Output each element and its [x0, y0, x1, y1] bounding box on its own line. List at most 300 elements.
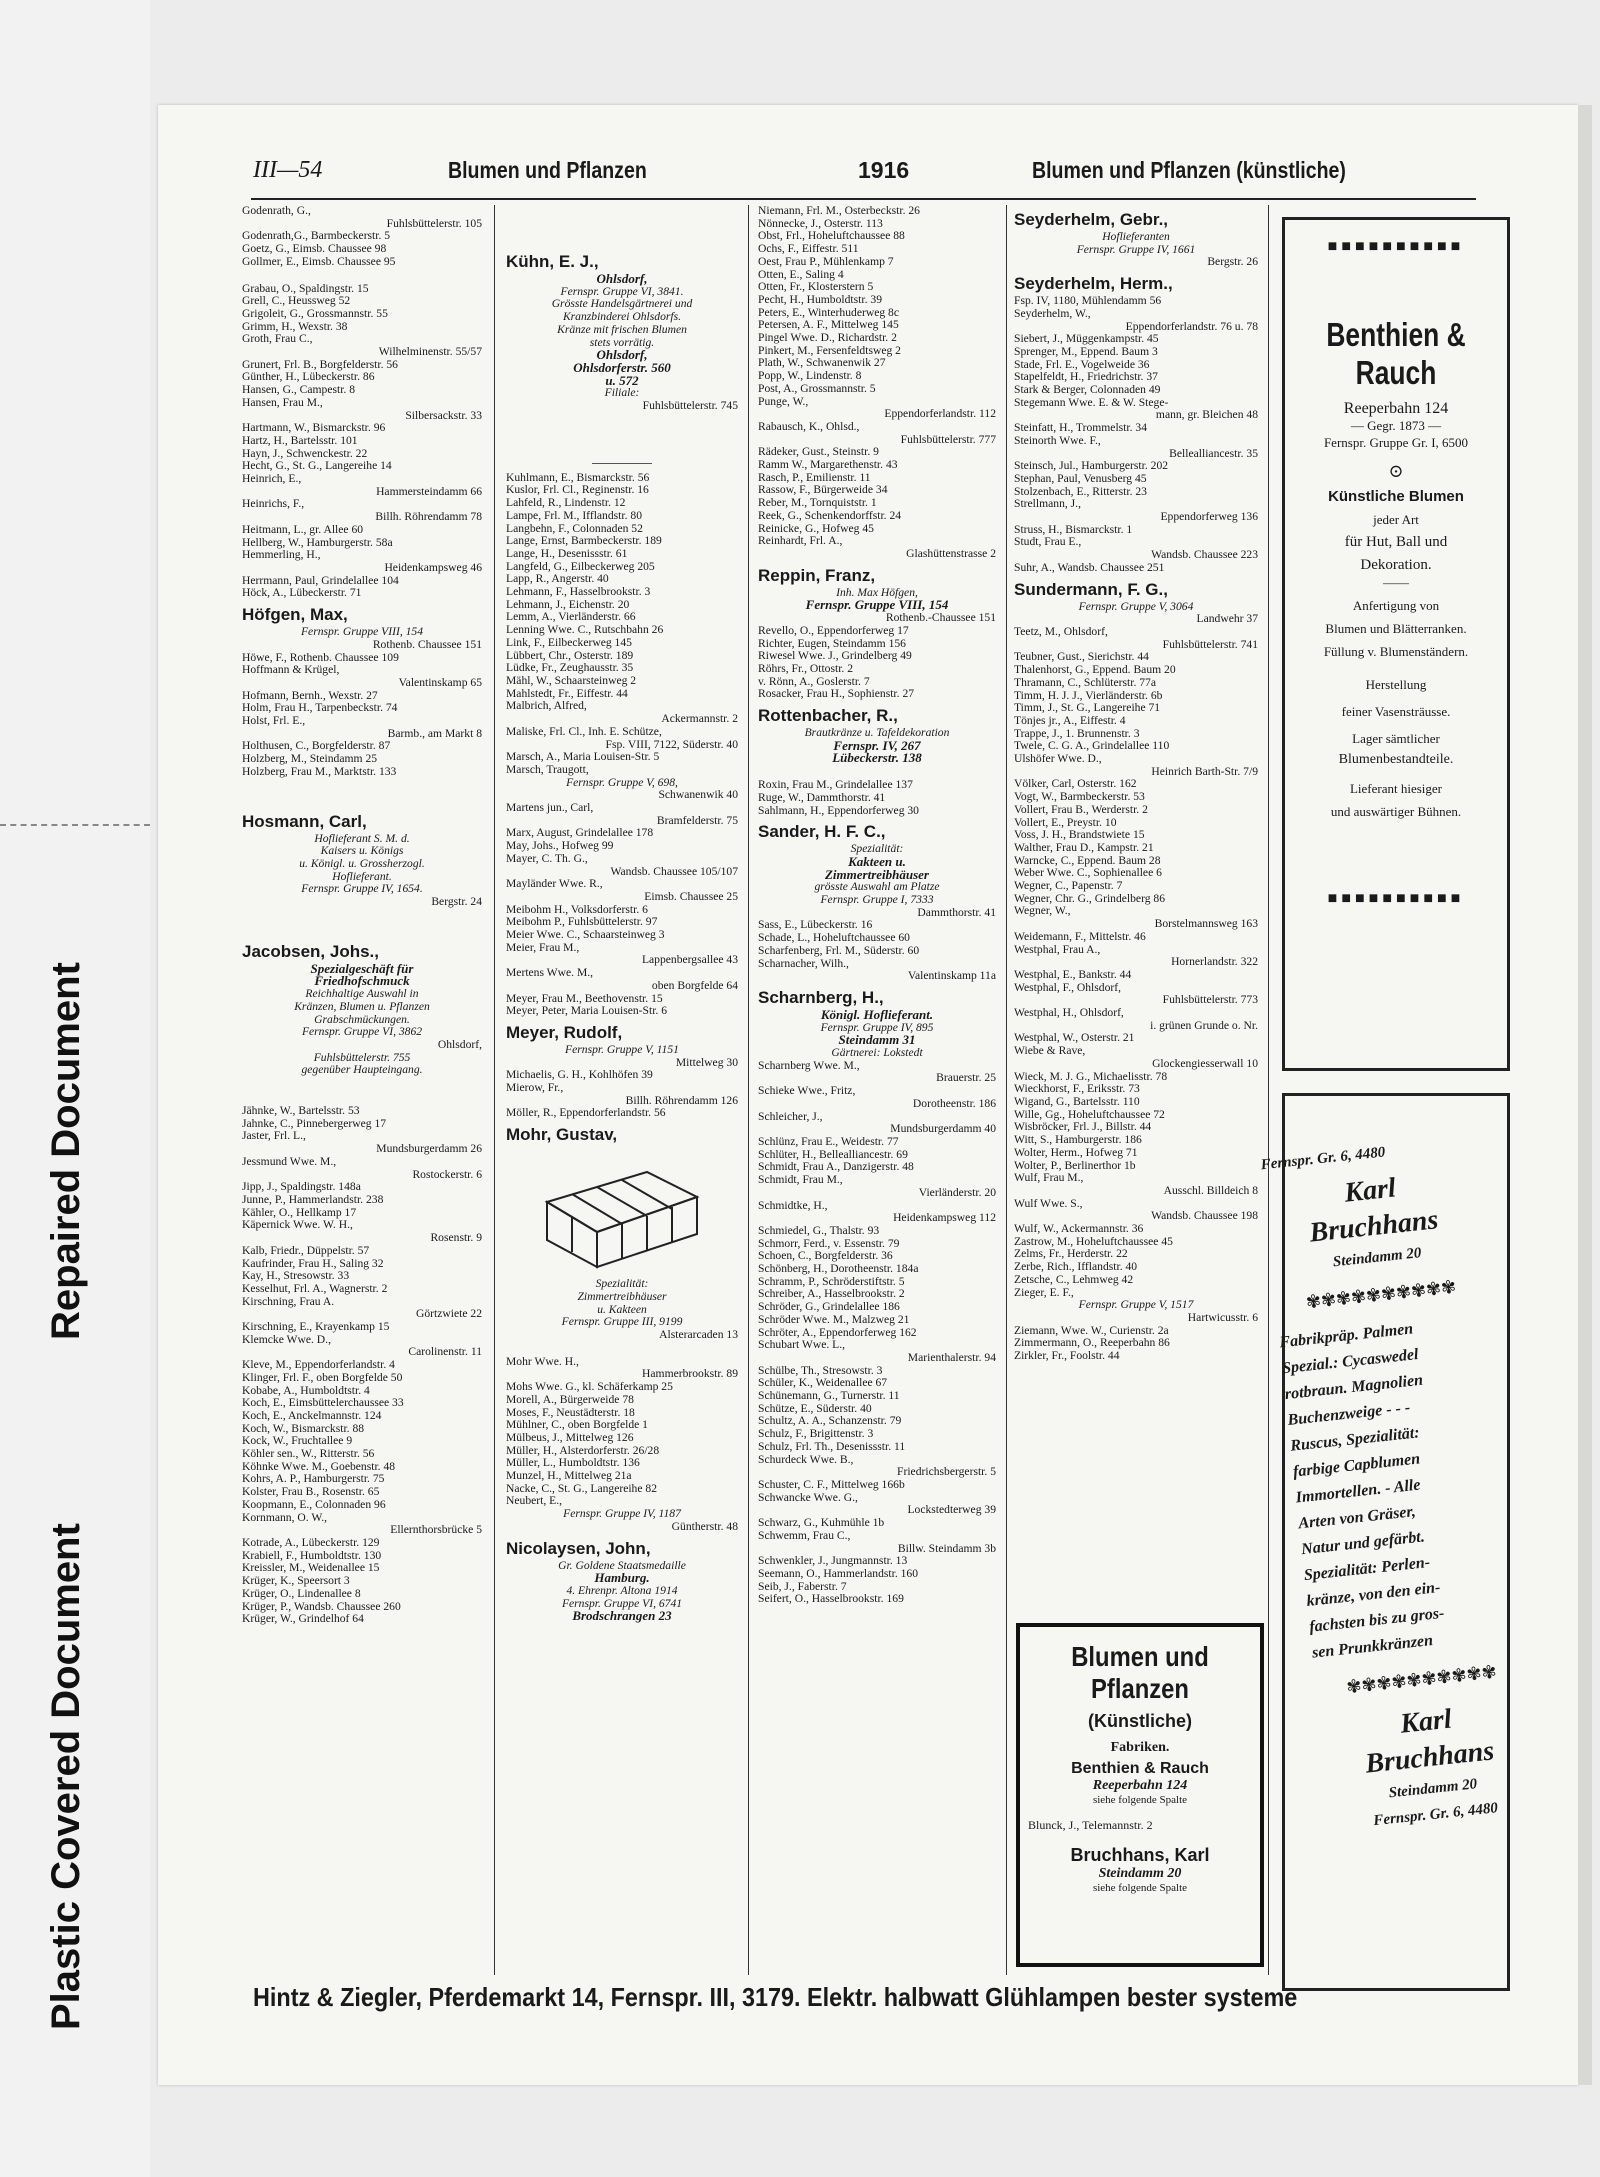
- directory-entry: Jahnke, C., Pinnebergerweg 17: [242, 1116, 387, 1130]
- page-number: III—54: [253, 157, 323, 183]
- directory-entry: Punge, W.,: [758, 394, 809, 408]
- entry-detail: Hoflieferant S. M. d.: [314, 831, 410, 845]
- directory-entry: Kirschning, E., Krayenkamp 15: [242, 1320, 390, 1334]
- directory-entry: Grigoleit, G., Grossmannstr. 55: [242, 306, 388, 320]
- ad-bruchhans-name-1: Karl: [1342, 1172, 1398, 1209]
- side-divider: [0, 824, 150, 826]
- ad-bruchhans-street-top: Steindamm 20: [1332, 1245, 1423, 1271]
- directory-entry: Wegner, Chr. G., Grindelberg 86: [1014, 891, 1166, 905]
- directory-entry: Hartmann, W., Bismarckstr. 96: [242, 421, 386, 435]
- entry-detail: Fernspr. Gruppe VI, 6741: [561, 1596, 683, 1610]
- directory-entry: Maliske, Frl. Cl., Inh. E. Schütze,: [506, 724, 662, 738]
- directory-entry: Ruge, W., Dammthorstr. 41: [758, 790, 886, 804]
- directory-entry: Lehmann, J., Eichenstr. 20: [506, 597, 630, 611]
- directory-entry: Peters, E., Winterhuderweg 8c: [758, 305, 899, 319]
- directory-entry: Teubner, Gust., Sierichstr. 44: [1014, 650, 1149, 664]
- directory-entry: Nönnecke, J., Osterstr. 113: [758, 216, 883, 230]
- directory-entry: Kay, H., Stresowstr. 33: [242, 1269, 350, 1283]
- directory-entry: Scharfenberg, Frl. M., Süderstr. 60: [758, 943, 920, 957]
- ad-dots-top: ■■■■■■■■■■: [1327, 238, 1465, 255]
- ad-bruchhans-phone-bottom: Fernspr. Gr. 6, 4480: [1372, 1800, 1499, 1830]
- directory-entry: Kaufrinder, Frau H., Saling 32: [242, 1256, 384, 1270]
- entry-detail: 4. Ehrenpr. Altona 1914: [566, 1583, 678, 1597]
- ad-dots-bottom: ■■■■■■■■■■: [1327, 890, 1465, 907]
- directory-entry: Niemann, Frl. M., Osterbeckstr. 26: [758, 204, 920, 217]
- directory-entry: Stolzenbach, E., Ritterstr. 23: [1014, 484, 1147, 498]
- entry-detail: Fernspr. Gruppe IV, 895: [820, 1020, 934, 1034]
- ad-bruchhans-ornament-1: ✾✾✾✾✾✾✾✾✾✾: [1304, 1276, 1458, 1313]
- directory-entry: Holm, Frau H., Tarpenbeckstr. 74: [242, 701, 398, 715]
- entry-continuation: Brauerstr. 25: [936, 1071, 996, 1085]
- directory-entry: Rädeker, Gust., Steinstr. 9: [758, 445, 879, 459]
- directory-entry: Koch, W., Bismarckstr. 88: [242, 1421, 365, 1435]
- directory-entry: Timm, J., St. G., Langereihe 71: [1014, 701, 1161, 715]
- ad-bruchhans-text: [1250, 1130, 1543, 1839]
- directory-entry: Weber Wwe. C., Sophienallee 6: [1014, 866, 1162, 880]
- ad-benthien-line-4: Anfertigung von: [1352, 598, 1440, 613]
- firm-heading: Meyer, Rudolf,: [506, 1022, 623, 1042]
- directory-entry: Link, F., Eilbeckerweg 145: [506, 635, 632, 649]
- directory-entry: Hemmerling, H.,: [242, 548, 321, 562]
- directory-entry: Plath, W., Schwanenwik 27: [758, 356, 886, 370]
- entry-detail: Zimmertreibhäuser: [577, 1289, 667, 1303]
- directory-entry: Völker, Carl, Osterstr. 162: [1014, 777, 1137, 791]
- directory-entry: Schmiedel, G., Thalstr. 93: [758, 1223, 880, 1237]
- directory-entry: Holst, Frl. E.,: [242, 714, 306, 728]
- entry-continuation: Billw. Steindamm 3b: [897, 1541, 996, 1555]
- ad-bruchhans-text-7: Immortellen. - Alle: [1294, 1476, 1422, 1507]
- directory-entry: Schlüter, H., Bellealliancestr. 69: [758, 1147, 908, 1161]
- directory-entry: Fsp. IV, 1180, Mühlendamm 56: [1014, 294, 1162, 308]
- directory-entry: Jaster, Frl. L.,: [242, 1129, 306, 1143]
- directory-entry: Jessmund Wwe. M.,: [242, 1154, 337, 1168]
- entry-continuation: Rothenb. Chaussee 151: [372, 637, 482, 651]
- directory-entry: Ziemann, Wwe. W., Curienstr. 2a: [1014, 1323, 1169, 1337]
- directory-entry: Marsch, Traugott,: [506, 762, 589, 776]
- directory-entry: Lehmann, F., Hasselbrookstr. 3: [506, 585, 651, 599]
- entry-continuation: Eppendorferlandstr. 112: [884, 407, 996, 421]
- directory-entry: Kornmann, O. W.,: [242, 1510, 328, 1524]
- entry-continuation: mann, gr. Bleichen 48: [1155, 408, 1258, 422]
- ad-bruchhans-text-9: Natur und gefärbt.: [1300, 1528, 1426, 1559]
- firm-heading: Jacobsen, Johs.,: [242, 941, 379, 961]
- entry-continuation: Wilhelminenstr. 55/57: [378, 345, 482, 359]
- directory-entry: Schoen, C., Borgfelderstr. 36: [758, 1249, 893, 1263]
- entry-detail: Fernspr. Gruppe I, 7333: [820, 893, 934, 907]
- directory-entry: Kesselhut, Frl. A., Wagnerstr. 2: [242, 1281, 388, 1295]
- directory-entry: Schröter, A., Eppendorferweg 162: [758, 1325, 917, 1339]
- column-rule-2: [748, 205, 749, 1975]
- entry-detail: u. Kakteen: [597, 1302, 647, 1316]
- entry-continuation: Borstelmannsweg 163: [1154, 917, 1258, 931]
- directory-entry: Zimmermann, O., Reeperbahn 86: [1014, 1336, 1170, 1350]
- directory-entry: Timm, H. J. J., Vierländerstr. 6b: [1014, 688, 1163, 702]
- directory-entry: Mülbeus, J., Mittelweg 126: [506, 1430, 634, 1444]
- directory-entry: Godenrath,G., Barmbeckerstr. 5: [242, 229, 391, 243]
- directory-entry: Reber, M., Tornquiststr. 1: [758, 496, 877, 510]
- spacer: [506, 1342, 738, 1356]
- directory-entry: Schwarz, G., Kuhmühle 1b: [758, 1516, 885, 1530]
- directory-entry: Höck, A., Lübeckerstr. 71: [242, 586, 362, 600]
- entry-continuation: Fuhlsbüttelerstr. 105: [386, 216, 482, 230]
- directory-entry: Malbrich, Alfred,: [506, 699, 587, 713]
- entry-continuation: Bellealliancestr. 35: [1169, 446, 1258, 460]
- directory-entry: Witt, S., Hamburgerstr. 186: [1014, 1133, 1142, 1147]
- ad-bruchhans-text-1: Fabrikpräp. Palmen: [1278, 1320, 1414, 1352]
- directory-entry: Stark & Berger, Colonnaden 49: [1014, 383, 1161, 397]
- ad-bruchhans-text-2: Spezial.: Cycaswedel: [1281, 1345, 1420, 1378]
- directory-entry: Schmidt, Frau M.,: [758, 1173, 843, 1187]
- directory-entry: Lapp, R., Angerstr. 40: [506, 572, 609, 586]
- directory-entry: Kohrs, A. P., Hamburgerstr. 75: [242, 1472, 385, 1486]
- directory-entry: Strellmann, J.,: [1014, 497, 1081, 511]
- directory-entry: Wieckhorst, F., Eriksstr. 73: [1014, 1082, 1140, 1096]
- entry-continuation: Glockengiesserwall 10: [1152, 1056, 1258, 1070]
- directory-entry: Schüler, K., Weidenallee 67: [758, 1376, 888, 1390]
- entry-highlight: Brodschrangen 23: [572, 1608, 672, 1624]
- entry-continuation: Glashüttenstrasse 2: [906, 546, 996, 560]
- entry-continuation: Schwanenwik 40: [658, 788, 738, 802]
- firm-heading: Seyderhelm, Herm.,: [1014, 274, 1173, 294]
- ad-benthien-line-12: und auswärtiger Bühnen.: [1330, 804, 1462, 819]
- directory-entry: v. Rönn, A., Goslerstr. 7: [758, 674, 870, 688]
- directory-entry: Schulz, Frl. Th., Desenissstr. 11: [758, 1439, 906, 1453]
- column-rule-1: [494, 205, 495, 1975]
- left-title: Blumen und Pflanzen: [448, 157, 647, 183]
- box-firm-1-note: siehe folgende Spalte: [1092, 1794, 1188, 1806]
- directory-entry: Krüger, O., Lindenallee 8: [242, 1586, 361, 1600]
- directory-entry: Grell, C., Heussweg 52: [242, 294, 351, 308]
- directory-entry: Wulf, Frau M.,: [1014, 1171, 1084, 1185]
- directory-entry: Westphal, F., Ohlsdorf,: [1014, 980, 1121, 994]
- box-blunck: Blunck, J., Telemannstr. 2: [1028, 1818, 1153, 1832]
- directory-entry: Rasch, P., Emilienstr. 11: [758, 470, 871, 484]
- entry-continuation: Mundsburgerdamm 26: [376, 1142, 482, 1156]
- directory-entry: Grimm, H., Wexstr. 38: [242, 319, 348, 333]
- directory-entry: Holthusen, C., Borgfelderstr. 87: [242, 739, 391, 753]
- entry-detail: Fernspr. Gruppe VIII, 154: [300, 625, 424, 639]
- entry-continuation: Fuhlsbüttelerstr. 777: [900, 432, 996, 446]
- entry-detail: Reichhaltige Auswahl in: [305, 987, 419, 1001]
- directory-entry: Langbehn, F., Colonnaden 52: [506, 521, 643, 535]
- directory-entry: Krüger, P., Wandsb. Chaussee 260: [242, 1599, 401, 1613]
- ad-bruchhans-text-6: farbige Capblumen: [1292, 1450, 1421, 1481]
- footer-advertisement: Hintz & Ziegler, Pferdemarkt 14, Fernspr. III, 3179. Elektr. halbwatt Glühlampen bester systeme: [253, 1982, 1298, 2012]
- directory-entry: Walther, Frau D., Kampstr. 21: [1014, 840, 1154, 854]
- directory-page: [158, 105, 1578, 2085]
- directory-entry: Gollmer, E., Eimsb. Chaussee 95: [242, 254, 396, 268]
- directory-entry: Pinkert, M., Fersenfeldtsweg 2: [758, 343, 901, 357]
- entry-detail: Fernspr. Gruppe V, 1151: [565, 1042, 679, 1056]
- directory-entry: Tönjes jr., A., Eiffestr. 4: [1014, 713, 1126, 727]
- box-title: Blumen und Pflanzen: [1071, 1641, 1209, 1704]
- directory-entry: Lahfeld, R., Lindenstr. 12: [506, 496, 626, 510]
- directory-entry: Roxin, Frau M., Grindelallee 137: [758, 778, 913, 792]
- directory-entry: Stade, Frl. E., Vogelweide 36: [1014, 357, 1150, 371]
- directory-entry: Mierow, Fr.,: [506, 1081, 564, 1095]
- directory-entry: Schultz, A. A., Schanzenstr. 79: [758, 1414, 902, 1428]
- directory-entry: Schleicher, J.,: [758, 1109, 823, 1123]
- entry-detail: Gärtnerei: Lokstedt: [831, 1046, 923, 1060]
- entry-detail: Fernspr. Gruppe IV, 1654.: [301, 882, 423, 896]
- entry-continuation: Lockstedterweg 39: [907, 1503, 996, 1517]
- spacer: [506, 413, 738, 455]
- box-firm-2-note: siehe folgende Spalte: [1092, 1882, 1188, 1894]
- directory-entry: Scharnacher, Wilh.,: [758, 956, 849, 970]
- directory-entry: Morell, A., Bürgerweide 78: [506, 1392, 634, 1406]
- box-firm-2: Bruchhans, Karl: [1070, 1845, 1210, 1865]
- entry-continuation: Bergstr. 24: [431, 895, 482, 909]
- directory-entry: Kalb, Friedr., Düppelstr. 57: [242, 1243, 370, 1257]
- directory-entry: Schröder, G., Grindelallee 186: [758, 1300, 900, 1314]
- entry-detail: Grabschmückungen.: [314, 1012, 410, 1026]
- directory-entry: Wiebe & Rave,: [1014, 1044, 1086, 1058]
- section-rule: [592, 463, 652, 464]
- directory-entry: Koch, E., Anckelmannstr. 124: [242, 1408, 382, 1422]
- directory-entry: Wille, Gg., Hoheluftchaussee 72: [1014, 1107, 1165, 1121]
- directory-entry: Holzberg, Frau M., Marktstr. 133: [242, 764, 397, 778]
- directory-entry: Hansen, G., Campestr. 8: [242, 383, 356, 397]
- directory-entry: Wulf Wwe. S.,: [1014, 1196, 1083, 1210]
- directory-entry: Schmidtke, H.,: [758, 1198, 828, 1212]
- directory-entry: Schwenkler, J., Jungmannstr. 13: [758, 1554, 908, 1568]
- directory-entry: Reinhardt, Frl. A.,: [758, 534, 843, 548]
- directory-entry: Wolter, P., Berlinerthor 1b: [1014, 1158, 1136, 1172]
- spacer: [242, 779, 482, 807]
- entry-continuation: Vierländerstr. 20: [918, 1185, 996, 1199]
- directory-entry: Thramann, C., Schlüterstr. 77a: [1014, 675, 1156, 689]
- entry-continuation: oben Borgfelde 64: [651, 978, 738, 992]
- spacer: [242, 909, 482, 937]
- directory-entry: Mohs Wwe. G., kl. Schäferkamp 25: [506, 1380, 673, 1394]
- entry-detail: Fernspr. Gruppe VI, 3841.: [560, 284, 684, 298]
- directory-entry: Hellberg, W., Hamburgerstr. 58a: [242, 535, 393, 549]
- directory-entry: Möller, R., Eppendorferlandstr. 56: [506, 1106, 666, 1120]
- directory-entry: Rosacker, Frau H., Sophienstr. 27: [758, 687, 915, 701]
- entry-continuation: Dorotheenstr. 186: [912, 1096, 996, 1110]
- entry-continuation: Görtzwiete 22: [416, 1307, 482, 1321]
- directory-entry: Krabiell, F., Humboldtstr. 130: [242, 1548, 382, 1562]
- directory-entry: Lenning Wwe. C., Rutschbahn 26: [506, 623, 664, 637]
- entry-continuation: i. grünen Grunde o. Nr.: [1150, 1018, 1258, 1032]
- entry-continuation: Bergstr. 26: [1207, 255, 1258, 269]
- ad-bruchhans-text-12: fachsten bis zu gros-: [1308, 1604, 1446, 1636]
- ad-bruchhans-text-3: rotbraun. Magnolien: [1284, 1371, 1424, 1404]
- firm-heading: Kühn, E. J.,: [506, 252, 599, 271]
- entry-continuation: Hammerbrookstr. 89: [642, 1367, 738, 1381]
- directory-entry: Otten, Fr., Klosterstern 5: [758, 280, 874, 294]
- entry-detail: Kranzbinderei Ohlsdorfs.: [562, 310, 682, 324]
- directory-entry: Twele, C. G. A., Grindelallee 110: [1014, 739, 1170, 753]
- directory-entry: Meyer, Frau M., Beethovenstr. 15: [506, 991, 663, 1005]
- directory-entry: Rabausch, K., Ohlsd.,: [758, 419, 860, 433]
- directory-entry: Meibohm H., Volksdorferstr. 6: [506, 902, 648, 916]
- directory-entry: Weidemann, F., Mittelstr. 46: [1014, 929, 1146, 943]
- directory-entry: Popp, W., Lindenstr. 8: [758, 369, 862, 383]
- directory-entry: Koch, E., Eimsbüttelerchaussee 33: [242, 1396, 404, 1410]
- directory-entry: May, Johs., Hofweg 99: [506, 839, 614, 853]
- entry-continuation: Mundsburgerdamm 40: [890, 1122, 996, 1136]
- ad-bruchhans-text-5: Ruscus, Spezialität:: [1289, 1424, 1421, 1455]
- directory-entry: Ochs, F., Eiffestr. 511: [758, 242, 859, 256]
- column-rule-3: [1006, 205, 1007, 1975]
- entry-continuation: Wandsb. Chaussee 198: [1151, 1209, 1258, 1223]
- directory-entry: Kuhlmann, E., Bismarckstr. 56: [506, 470, 650, 484]
- entry-continuation: Ackermannstr. 2: [661, 712, 738, 726]
- ad-benthien-line-11: Lieferant hiesiger: [1349, 781, 1443, 796]
- entry-continuation: Ohlsdorf,: [437, 1037, 482, 1051]
- entry-detail: Inh. Max Höfgen,: [836, 585, 918, 599]
- spacer: [242, 1077, 482, 1105]
- ad-benthien-line-3: Dekoration.: [1360, 557, 1432, 573]
- ad-benthien-line-1: jeder Art: [1373, 512, 1419, 527]
- directory-entry: Neubert, E.,: [506, 1494, 563, 1508]
- entry-continuation: Eppendorferlandstr. 76 u. 78: [1125, 319, 1258, 333]
- entry-continuation: Güntherstr. 48: [671, 1519, 738, 1533]
- directory-entry: Müller, L., Humboldtstr. 136: [506, 1456, 640, 1470]
- entry-continuation: Wandsb. Chaussee 105/107: [610, 864, 738, 878]
- side-panel: [0, 0, 150, 2177]
- column-rule-4: [1268, 205, 1269, 1975]
- directory-entry: Moses, F., Neustädterstr. 18: [506, 1405, 635, 1419]
- directory-entry: Kreissler, M., Weidenallee 15: [242, 1561, 380, 1575]
- directory-entry: Mühlner, C., oben Borgfelde 1: [506, 1418, 648, 1432]
- entry-continuation: Fuhlsbüttelerstr. 773: [1162, 993, 1258, 1007]
- directory-entry: Petersen, A. F., Mittelweg 145: [758, 318, 899, 332]
- ad-benthien-line-8: feiner Vasensträusse.: [1341, 704, 1451, 719]
- entry-detail: Fernspr. Gruppe III, 9199: [561, 1315, 683, 1329]
- directory-entry: Schütze, E., Süderstr. 40: [758, 1401, 872, 1415]
- column-2: [506, 205, 738, 1980]
- entry-continuation: Wandsb. Chaussee 223: [1151, 548, 1258, 562]
- directory-entry: Seifert, O., Hasselbrookstr. 169: [758, 1592, 904, 1606]
- directory-entry: Heinrichs, F.,: [242, 497, 305, 511]
- directory-entry: Zieger, E. F.,: [1014, 1285, 1074, 1299]
- directory-entry: Studt, Frau E.,: [1014, 535, 1082, 549]
- entry-continuation: Eppendorferweg 136: [1160, 510, 1258, 524]
- entry-detail: stets vorrätig.: [589, 335, 655, 349]
- directory-entry: Klemcke Wwe. D.,: [242, 1332, 331, 1346]
- box-firm-1-address: Reeperbahn 124: [1092, 1778, 1188, 1793]
- entry-detail: Spezialität:: [595, 1277, 649, 1291]
- directory-entry: Hartz, H., Bartelsstr. 101: [242, 433, 358, 447]
- entry-continuation: Barmb., am Markt 8: [387, 726, 482, 740]
- directory-entry: Heinrich, E.,: [242, 472, 302, 486]
- directory-entry: Marx, August, Grindelallee 178: [506, 826, 654, 840]
- directory-entry: Warncke, C., Eppend. Baum 28: [1014, 853, 1161, 867]
- directory-entry: Vollert, E., Preystr. 10: [1014, 815, 1117, 829]
- directory-entry: Oest, Frau P., Mühlenkamp 7: [758, 254, 894, 268]
- ad-benthien-rauch: [1282, 217, 1510, 1071]
- directory-entry: Schünemann, G., Turnerstr. 11: [758, 1389, 900, 1403]
- firm-heading: Nicolaysen, John,: [506, 1538, 651, 1558]
- directory-entry: Meibohm P., Fuhlsbüttelerstr. 97: [506, 915, 658, 929]
- box-fabriken: Fabriken.: [1110, 1740, 1170, 1755]
- entry-detail: Fernspr. Gruppe V, 3064: [1078, 599, 1194, 613]
- entry-continuation: Eimsb. Chaussee 25: [644, 889, 738, 903]
- directory-entry: Seyderhelm, W.,: [1014, 306, 1091, 320]
- entry-highlight: Steindamm 31: [838, 1032, 916, 1048]
- directory-entry: Mertens Wwe. M.,: [506, 966, 594, 980]
- entry-detail: Fuhlsbüttelerstr. 755: [313, 1050, 411, 1064]
- directory-entry: Schurdeck Wwe. B.,: [758, 1452, 854, 1466]
- directory-entry: Junne, P., Hammerlandstr. 238: [242, 1193, 384, 1206]
- firm-heading: Reppin, Franz,: [758, 565, 876, 585]
- firm-heading: Seyderhelm, Gebr.,: [1014, 210, 1169, 229]
- entry-highlight: Ohlsdorf,: [596, 271, 648, 286]
- entry-continuation: Heidenkampsweg 112: [893, 1211, 996, 1225]
- ad-bruchhans-text-10: Spezialität: Perlen-: [1303, 1553, 1431, 1585]
- entry-highlight: Spezialgeschäft für: [310, 960, 414, 976]
- directory-entry: Schuster, C. F., Mittelweg 166b: [758, 1477, 905, 1491]
- ad-bruchhans-name-3: Karl: [1398, 1703, 1454, 1740]
- directory-entry: Martens jun., Carl,: [506, 801, 594, 815]
- directory-entry: Hecht, G., St. G., Langereihe 14: [242, 459, 392, 473]
- directory-entry: Köhnke Wwe. M., Goebenstr. 48: [242, 1459, 396, 1473]
- directory-entry: Hansen, Frau M.,: [242, 395, 323, 409]
- directory-entry: Wieck, M. J. G., Michaelisstr. 78: [1014, 1069, 1168, 1083]
- directory-entry: Grunert, Frl. B., Borgfelderstr. 56: [242, 357, 398, 371]
- directory-entry: Marsch, A., Maria Louisen-Str. 5: [506, 750, 660, 764]
- entry-continuation: Hammersteindamm 66: [376, 484, 482, 498]
- directory-entry: Schröder Wwe. M., Malzweg 21: [758, 1312, 910, 1326]
- directory-entry: Schieke Wwe., Fritz,: [758, 1084, 856, 1098]
- directory-entry: Otten, E., Saling 4: [758, 267, 844, 281]
- firm-heading: Höfgen, Max,: [242, 605, 348, 625]
- directory-entry: Krüger, K., Speersort 3: [242, 1574, 350, 1588]
- directory-entry: Kirschning, Frau A.: [242, 1294, 335, 1308]
- directory-entry: Westphal, H., Ohlsdorf,: [1014, 1006, 1124, 1020]
- entry-detail: grösste Auswahl am Platze: [814, 880, 940, 894]
- directory-entry: Obst, Frl., Hoheluftchaussee 88: [758, 229, 905, 243]
- directory-entry: Godenrath, G.,: [242, 204, 311, 217]
- entry-detail: gegenüber Haupteingang.: [301, 1063, 423, 1077]
- directory-entry: Nacke, C., St. G., Langereihe 82: [506, 1481, 657, 1495]
- directory-entry: Zerbe, Rich., Ifflandstr. 40: [1014, 1260, 1138, 1274]
- firm-heading: Hosmann, Carl,: [242, 811, 367, 831]
- directory-entry: Riwesel Wwe. J., Grindelberg 49: [758, 649, 912, 663]
- entry-detail: Fernspr. Gruppe V, 698,: [566, 775, 678, 789]
- column-3: [758, 205, 996, 1980]
- entry-continuation: Hornerlandstr. 322: [1171, 955, 1258, 969]
- directory-entry: Köhler sen., W., Ritterstr. 56: [242, 1447, 375, 1461]
- directory-entry: Mohr Wwe. H.,: [506, 1354, 579, 1368]
- directory-entry: Wulf, W., Ackermannstr. 36: [1014, 1222, 1144, 1236]
- directory-entry: Stapelfeldt, H., Friedrichstr. 37: [1014, 370, 1158, 384]
- directory-entry: Trappe, J., 1. Brunnenstr. 3: [1014, 726, 1140, 740]
- directory-entry: Zastrow, M., Hoheluftchaussee 45: [1014, 1234, 1173, 1248]
- entry-highlight: Lübeckerstr. 138: [832, 750, 922, 766]
- entry-continuation: Carolinenstr. 11: [408, 1345, 482, 1359]
- box-artificial-flowers: [1016, 1623, 1264, 1967]
- entry-detail: Filiale:: [604, 386, 640, 400]
- directory-entry: Meier Wwe. C., Schaarsteinweg 3: [506, 928, 665, 942]
- directory-entry: Ulshöfer Wwe. D.,: [1014, 752, 1102, 766]
- entry-highlight: Fernspr. IV, 267: [833, 737, 921, 753]
- directory-entry: Schwancke Wwe. G.,: [758, 1490, 858, 1504]
- directory-entry: Thalenhorst, G., Eppend. Baum 20: [1014, 663, 1176, 677]
- directory-entry: Klinger, Frl. F., oben Borgfelde 50: [242, 1370, 403, 1384]
- directory-entry: Kähler, O., Hellkamp 17: [242, 1205, 357, 1219]
- entry-highlight: Ohlsdorf,: [596, 347, 648, 363]
- directory-entry: Post, A., Grossmannstr. 5: [758, 381, 876, 395]
- ad-benthien-line-7: Herstellung: [1365, 677, 1427, 692]
- directory-entry: Schlünz, Frau E., Weidestr. 77: [758, 1135, 899, 1148]
- directory-entry: Mayländer Wwe. R.,: [506, 877, 603, 891]
- entry-continuation: Rothenb.-Chaussee 151: [885, 611, 996, 625]
- directory-entry: Vogt, W., Barmbeckerstr. 53: [1014, 790, 1145, 804]
- directory-entry: Schwemm, Frau C.,: [758, 1528, 851, 1542]
